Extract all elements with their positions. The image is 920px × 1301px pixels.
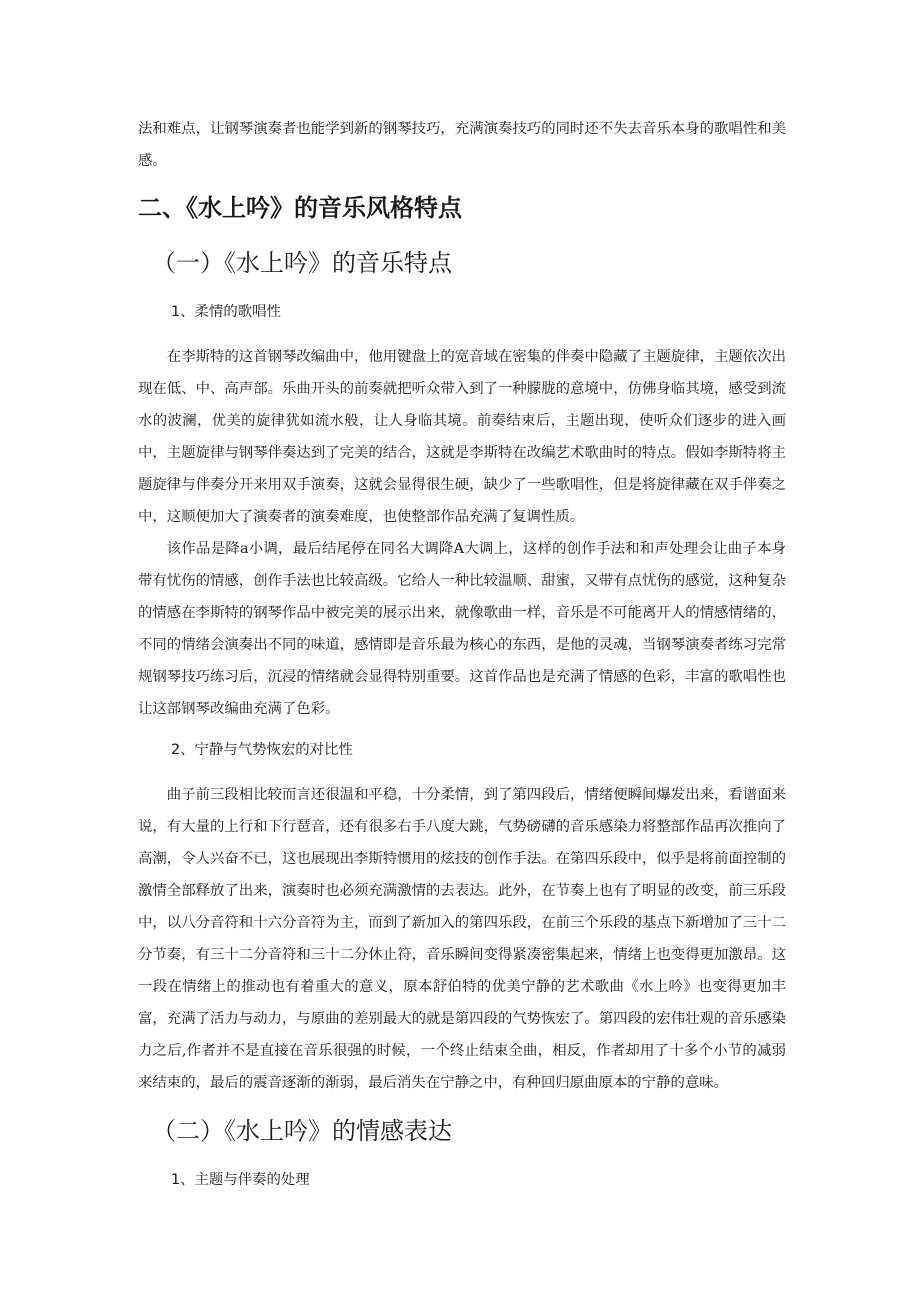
item-heading-2: 2、宁静与气势恢宏的对比性 xyxy=(171,742,353,758)
item-heading-3: 1、主题与伴奏的处理 xyxy=(171,1172,310,1188)
subsection-heading-2: （二）《水上吟》的情感表达 xyxy=(152,1117,452,1145)
item-heading-1: 1、柔情的歌唱性 xyxy=(171,304,281,320)
subsection-heading-1: （一）《水上吟》的音乐特点 xyxy=(152,249,452,277)
document-page xyxy=(138,113,786,1209)
paragraph-1: 在李斯特的这首钢琴改编曲中，他用键盘上的宽音域在密集的伴奏中隐藏了主题旋律，主题依次出现在低、中、高声部。乐曲开头的前奏就把听众带入到了一种朦胧的意境中，仿佛身临其境，感受到流水的波澜，优美的旋律犹如流水般，让人身临其境。前奏结束后，主题出现，使听众们逐步的进入画中，主题旋律与钢琴伴奏达到了完美的结合，这就是李斯特在改编艺术歌曲时的特点。假如李斯特将主题旋律与伴奏分开来用双手演奏，这就会显得很生硬，缺少了一些歌唱性，但是将旋律藏在双手伴奏之中，这顺便加大了演奏者的演奏难度，也使整部作品充满了复调性质。 xyxy=(138,349,786,525)
section-heading-2: 二、《水上吟》的音乐风格特点 xyxy=(138,194,462,222)
paragraph-3: 曲子前三段相比较而言还很温和平稳，十分柔情，到了第四段后，情绪便瞬间爆发出来，看谱面来说，有大量的上行和下行琶音，还有很多右手八度大跳，气势磅礴的音乐感染力将整部作品再次推向了高潮，令人兴奋不已，这也展现出李斯特惯用的炫技的创作手法。在第四乐段中，似乎是将前面控制的激情全部释放了出来，演奏时也必须充满激情的去表达。此外，在节奏上也有了明显的改变，前三乐段中，以八分音符和十六分音符为主，而到了新加入的第四乐段，在前三个乐段的基点下新增加了三十二分节奏，有三十二分音符和三十二分休止符，音乐瞬间变得紧凑密集起来，情绪上也变得更加激昂。这一段在情绪上的推动也有着重大的意义，原本舒伯特的优美宁静的艺术歌曲《水上吟》也变得更加丰富，充满了活力与动力，与原曲的差别最大的就是第四段的气势恢宏了。第四段的宏伟壮观的音乐感染力之后,作者并不是直接在音乐很强的时候，一个终止结束全曲，相反，作者却用了十多个小节的减弱来结束的，最后的震音逐渐的渐弱，最后消失在宁静之中，有种回归原曲原本的宁静的意味。 xyxy=(138,787,786,1091)
paragraph-2: 该作品是降a小调，最后结尾停在同名大调降A大调上，这样的创作手法和和声处理会让曲子本身带有忧伤的情感，创作手法也比较高级。它给人一种比较温顺、甜蜜，又带有点忧伤的感觉，这种复杂的情感在李斯特的钢琴作品中被完美的展示出来，就像歌曲一样，音乐是不可能离开人的情感情绪的，不同的情绪会演奏出不同的味道，感情即是音乐最为核心的东西，是他的灵魂，当钢琴演奏者练习完常规钢琴技巧练习后，沉浸的情绪就会显得特别重要。这首作品也是充满了情感的色彩，丰富的歌唱性也让这部钢琴改编曲充满了色彩。 xyxy=(138,541,786,717)
paragraph-continuation: 法和难点，让钢琴演奏者也能学到新的钢琴技巧，充满演奏技巧的同时还不失去音乐本身的歌唱性和美感。 xyxy=(138,121,786,169)
